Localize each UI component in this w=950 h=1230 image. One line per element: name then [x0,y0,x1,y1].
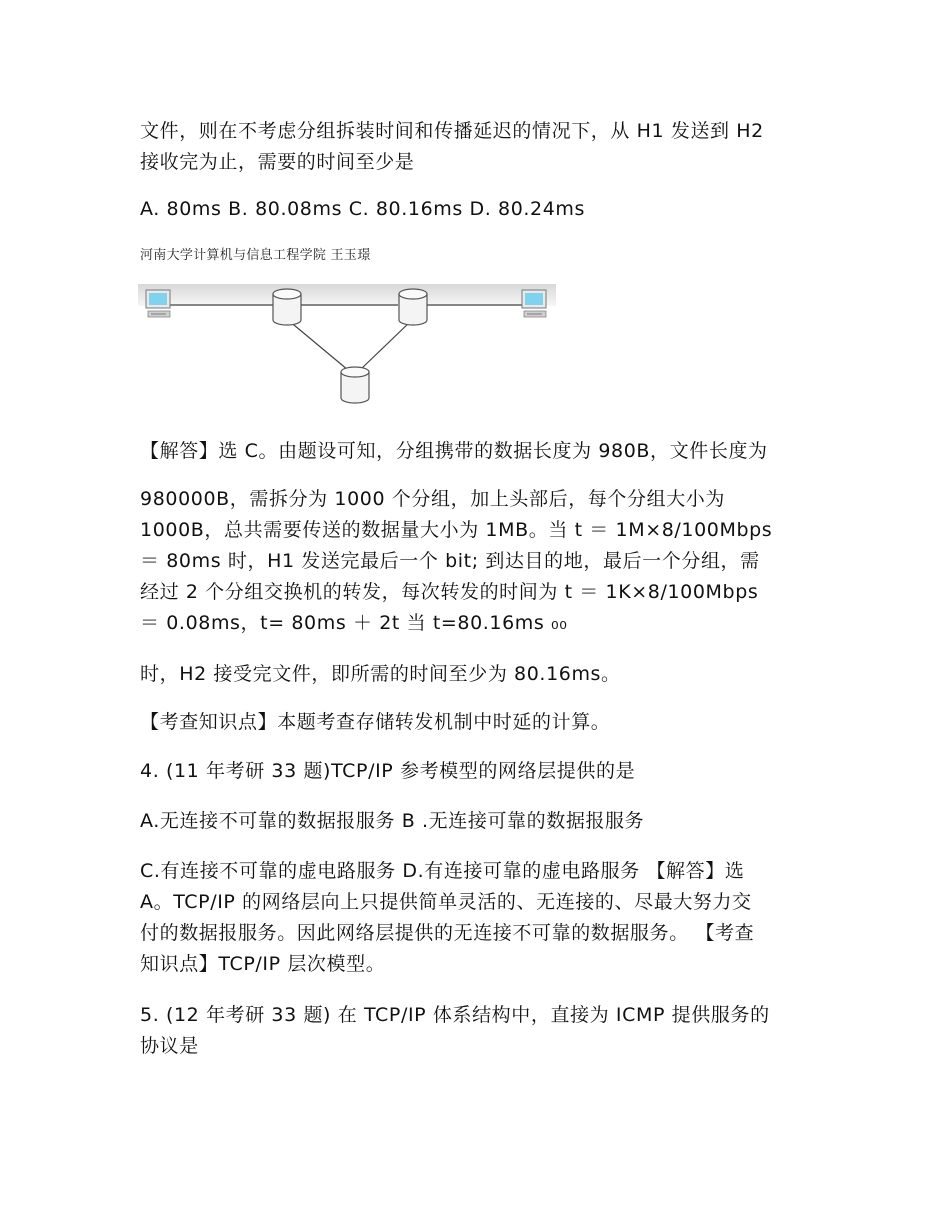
paragraph-answer-body [140,484,830,639]
paragraph-q4-options-ab [140,806,830,837]
computer-icon [522,290,546,317]
text-line: 4. (11 年考研 33 题)TCP/IP 参考模型的网络层提供的是 [140,760,636,782]
text-line: ＝ 80ms 时，H1 发送完最后一个 bit; 到达目的地，最后一个分组，需 [140,550,760,572]
paragraph-q3-options [140,194,830,225]
paragraph-q4-stem [140,756,830,787]
text-line: 【考查知识点】本题考查存储转发机制中时延的计算。 [140,711,611,733]
paragraph-answer-intro [140,436,830,467]
figure-caption: 河南大学计算机与信息工程学院 王玉璟 [140,248,371,263]
text-line: 付的数据报服务。因此网络层提供的无连接不可靠的数据服务。 【考查 [140,922,755,944]
text-line: 【解答】选 C。由题设可知，分组携带的数据长度为 980B，文件长度为 [140,440,768,462]
text-line: 5. (12 年考研 33 题) 在 TCP/IP 体系结构中，直接为 ICMP 提供服务的 [140,1004,770,1026]
paragraph-q5-stem [140,1000,830,1062]
router-icon [399,289,427,325]
paragraph-q3-text-end [140,116,830,178]
text-line: 接收完为止，需要的时间至少是 [140,151,415,173]
paragraph-knowledge-point [140,707,830,738]
text-line: 980000B，需拆分为 1000 个分组，加上头部后，每个分组大小为 [140,488,725,510]
text-line: 经过 2 个分组交换机的转发，每次转发的时间为 t ＝ 1K×8/100Mbps [140,581,759,603]
text-line: 时，H2 接受完文件，即所需的时间至少为 80.16ms。 [140,663,621,685]
text-line: A。TCP/IP 的网络层向上只提供简单灵活的、无连接的、尽最大努力交 [140,891,752,913]
text-line: C.有连接不可靠的虚电路服务 D.有连接可靠的虚电路服务 【解答】选 [140,860,745,882]
router-icon [273,289,301,325]
text-line: 1000B，总共需要传送的数据量大小为 1MB。当 t ＝ 1M×8/100Mbps [140,519,773,541]
router-icon [341,367,369,403]
diagram-band [138,284,556,306]
text-line: 知识点】TCP/IP 层次模型。 [140,953,386,975]
network-diagram [138,280,558,410]
text-line: A.无连接不可靠的数据报服务 B .无连接可靠的数据报服务 [140,810,645,832]
text-line: 文件，则在不考虑分组拆装时间和传播延迟的情况下，从 H1 发送到 H2 [140,120,764,142]
text-line: 协议是 [140,1035,199,1057]
paragraph-q4-options-cd-answer [140,856,830,980]
paragraph-answer-end [140,659,830,690]
text-line: A. 80ms B. 80.08ms C. 80.16ms D. 80.24ms [140,198,586,220]
text-line: ＝ 0.08ms，t= 80ms ＋ 2t 当 t=80.16ms ₀₀ [140,612,568,634]
computer-icon [146,290,170,317]
link-r2-r3 [360,320,412,370]
network-links [168,305,526,370]
link-r1-r3 [288,320,348,370]
